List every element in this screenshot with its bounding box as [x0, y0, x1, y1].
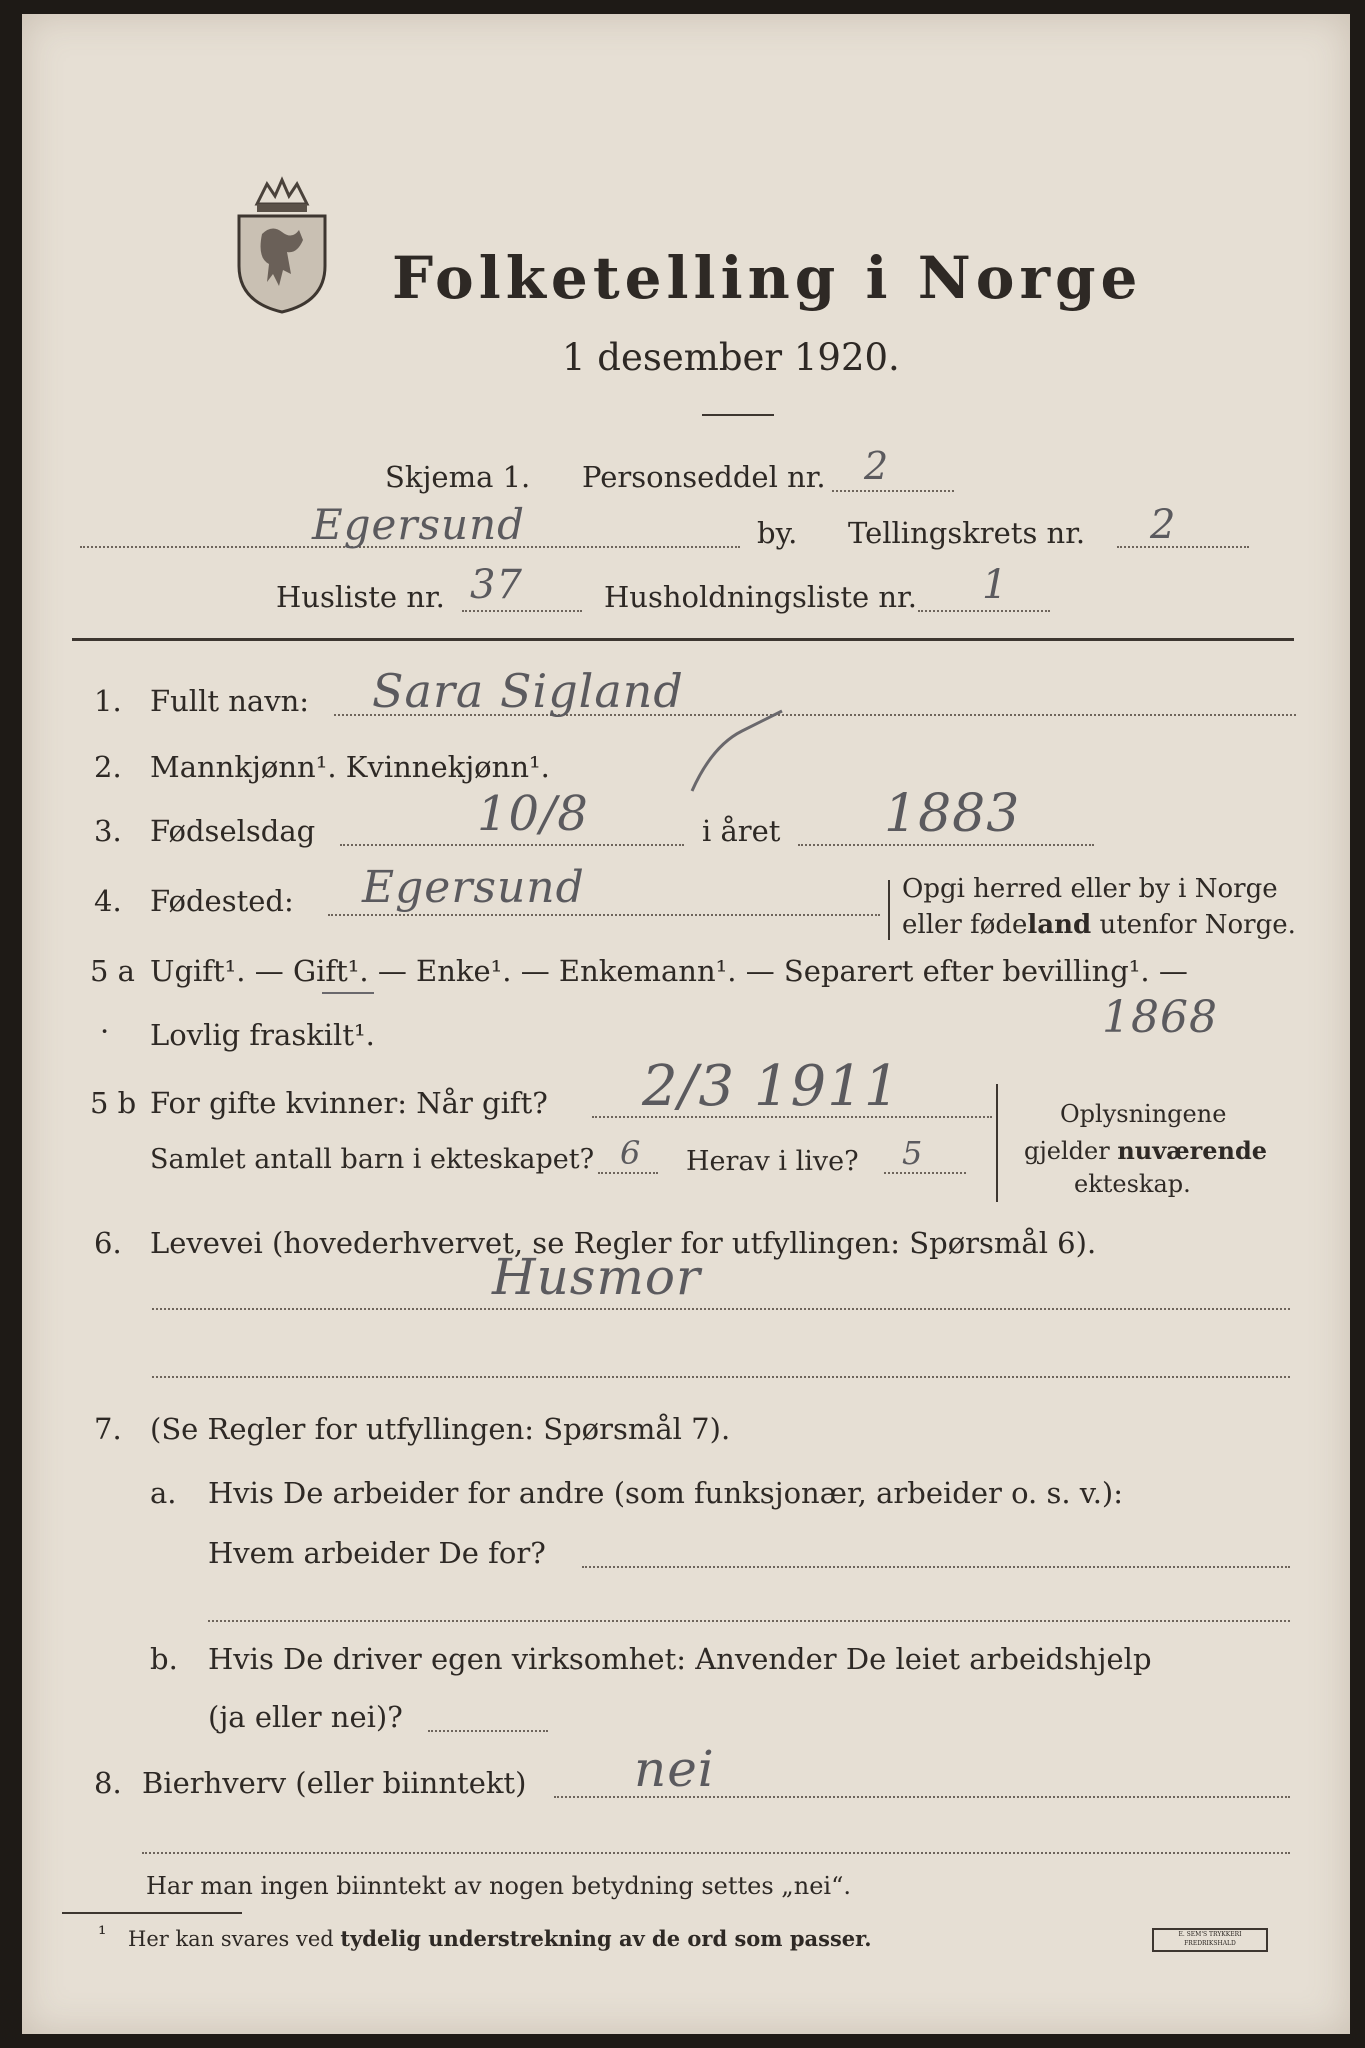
q5b-alive-value[interactable]: 5	[902, 1134, 924, 1172]
q3-year-value[interactable]: 1883	[884, 784, 1021, 844]
q6-label: Levevei (hovederhvervet, se Regler for utfyllingen: Spørsmål 6).	[150, 1226, 1097, 1260]
q5b-children-value[interactable]: 6	[620, 1134, 642, 1172]
q5a-bullet: ·	[100, 1014, 110, 1048]
by-value[interactable]: Egersund	[312, 500, 526, 549]
husliste-value[interactable]: 37	[470, 562, 523, 608]
q3-year-line	[798, 844, 1094, 846]
q8-value[interactable]: nei	[634, 1740, 715, 1798]
q3-day-value[interactable]: 10/8	[477, 786, 589, 842]
q7-label: (Se Regler for utfyllingen: Spørsmål 7).	[150, 1412, 731, 1446]
q5a-handwritten-year: 1868	[1102, 992, 1218, 1043]
q4-note-line2: eller fødeland utenfor Norge.	[902, 910, 1296, 940]
coat-of-arms-icon	[227, 174, 337, 314]
personseddel-line	[832, 490, 954, 492]
q5b-note-brace	[996, 1084, 998, 1202]
form-title: Folketelling i Norge	[392, 244, 1143, 312]
q1-number: 1.	[94, 684, 122, 718]
q5b-alive-line	[884, 1172, 966, 1174]
tellingskrets-label: Tellingskrets nr.	[848, 516, 1086, 550]
q5b-date-value[interactable]: 2/3 1911	[642, 1054, 901, 1119]
footer-note: Har man ingen biinntekt av nogen betydning settes „nei“.	[146, 1872, 851, 1900]
husliste-line	[462, 610, 582, 612]
q2-handwritten-mark	[682, 706, 792, 796]
husholdning-value[interactable]: 1	[982, 562, 1009, 608]
q4-note-line1: Opgi herred eller by i Norge	[902, 874, 1278, 904]
q3-day-line	[340, 844, 684, 846]
q5a-label: Ugift¹. — Gift¹. — Enke¹. — Enkemann¹. — Separert efter bevilling¹. —	[150, 954, 1188, 988]
by-label: by.	[757, 516, 798, 550]
footnote-text: Her kan svares ved tydelig understrekning av de ord som passer.	[128, 1926, 872, 1951]
header-divider	[72, 638, 1294, 641]
q8-number: 8.	[94, 1766, 122, 1800]
q7a-line1: Hvis De arbeider for andre (som funksjonær, arbeider o. s. v.):	[208, 1476, 1124, 1510]
q7a-line	[582, 1566, 1290, 1568]
tellingskrets-value[interactable]: 2	[1150, 502, 1177, 548]
q5b-alive-label: Herav i live?	[686, 1146, 859, 1177]
q5b-note-line3: ekteskap.	[1074, 1170, 1191, 1198]
q5a-line2: Lovlig fraskilt¹.	[150, 1018, 375, 1052]
q5b-number: 5 b	[90, 1086, 137, 1120]
q7a-letter: a.	[150, 1476, 177, 1510]
q5a-number: 5 a	[90, 954, 135, 988]
q8-label: Bierhverv (eller biinntekt)	[142, 1766, 527, 1800]
q7b-line	[428, 1730, 548, 1732]
q7b-letter: b.	[150, 1642, 178, 1676]
q6-line2	[152, 1376, 1290, 1378]
q5b-children-label: Samlet antall barn i ekteskapet?	[150, 1144, 595, 1175]
printer-stamp: E. SEM'S TRYKKERI FREDRIKSHALD	[1152, 1928, 1268, 1952]
q5b-children-line	[598, 1172, 658, 1174]
q8-line2	[142, 1852, 1290, 1854]
footnote-divider	[62, 1912, 242, 1914]
title-divider	[702, 414, 774, 416]
skjema-label: Skjema 1.	[385, 460, 531, 494]
husliste-label: Husliste nr.	[276, 580, 445, 614]
q3-year-label: i året	[702, 814, 781, 848]
q5b-label: For gifte kvinner: Når gift?	[150, 1086, 548, 1120]
q4-note-brace	[888, 880, 890, 940]
husholdning-line	[918, 610, 1050, 612]
q5b-note-line1: Oplysningene	[1060, 1100, 1227, 1128]
q6-value[interactable]: Husmor	[492, 1248, 701, 1306]
q7b-line2: (ja eller nei)?	[208, 1700, 403, 1734]
q7a-line2: Hvem arbeider De for?	[208, 1536, 546, 1570]
q5a-gift-underline	[322, 992, 374, 994]
q4-value[interactable]: Egersund	[362, 862, 585, 913]
q2-label: Mannkjønn¹. Kvinnekjønn¹.	[150, 750, 550, 784]
personseddel-value[interactable]: 2	[864, 444, 890, 488]
q7-number: 7.	[94, 1412, 122, 1446]
q5b-note-line2: gjelder nuværende	[1024, 1136, 1268, 1165]
q4-line	[328, 914, 880, 916]
q3-number: 3.	[94, 814, 122, 848]
q6-line1	[152, 1308, 1290, 1310]
q4-label: Fødested:	[150, 884, 294, 918]
q1-value[interactable]: Sara Sigland	[372, 664, 684, 718]
q7b-line1: Hvis De driver egen virksomhet: Anvender De leiet arbeidshjelp	[208, 1642, 1152, 1676]
tellingskrets-line	[1117, 546, 1249, 548]
q7a-line-extra	[208, 1620, 1290, 1622]
q1-label: Fullt navn:	[150, 684, 310, 718]
census-date: 1 desember 1920.	[562, 336, 900, 379]
q3-label: Fødselsdag	[150, 814, 316, 848]
census-form	[22, 14, 1350, 2034]
q4-number: 4.	[94, 884, 122, 918]
q6-number: 6.	[94, 1226, 122, 1260]
q2-number: 2.	[94, 750, 122, 784]
footnote-mark: ¹	[98, 1922, 107, 1946]
personseddel-label: Personseddel nr.	[582, 460, 826, 494]
husholdning-label: Husholdningsliste nr.	[604, 580, 917, 614]
